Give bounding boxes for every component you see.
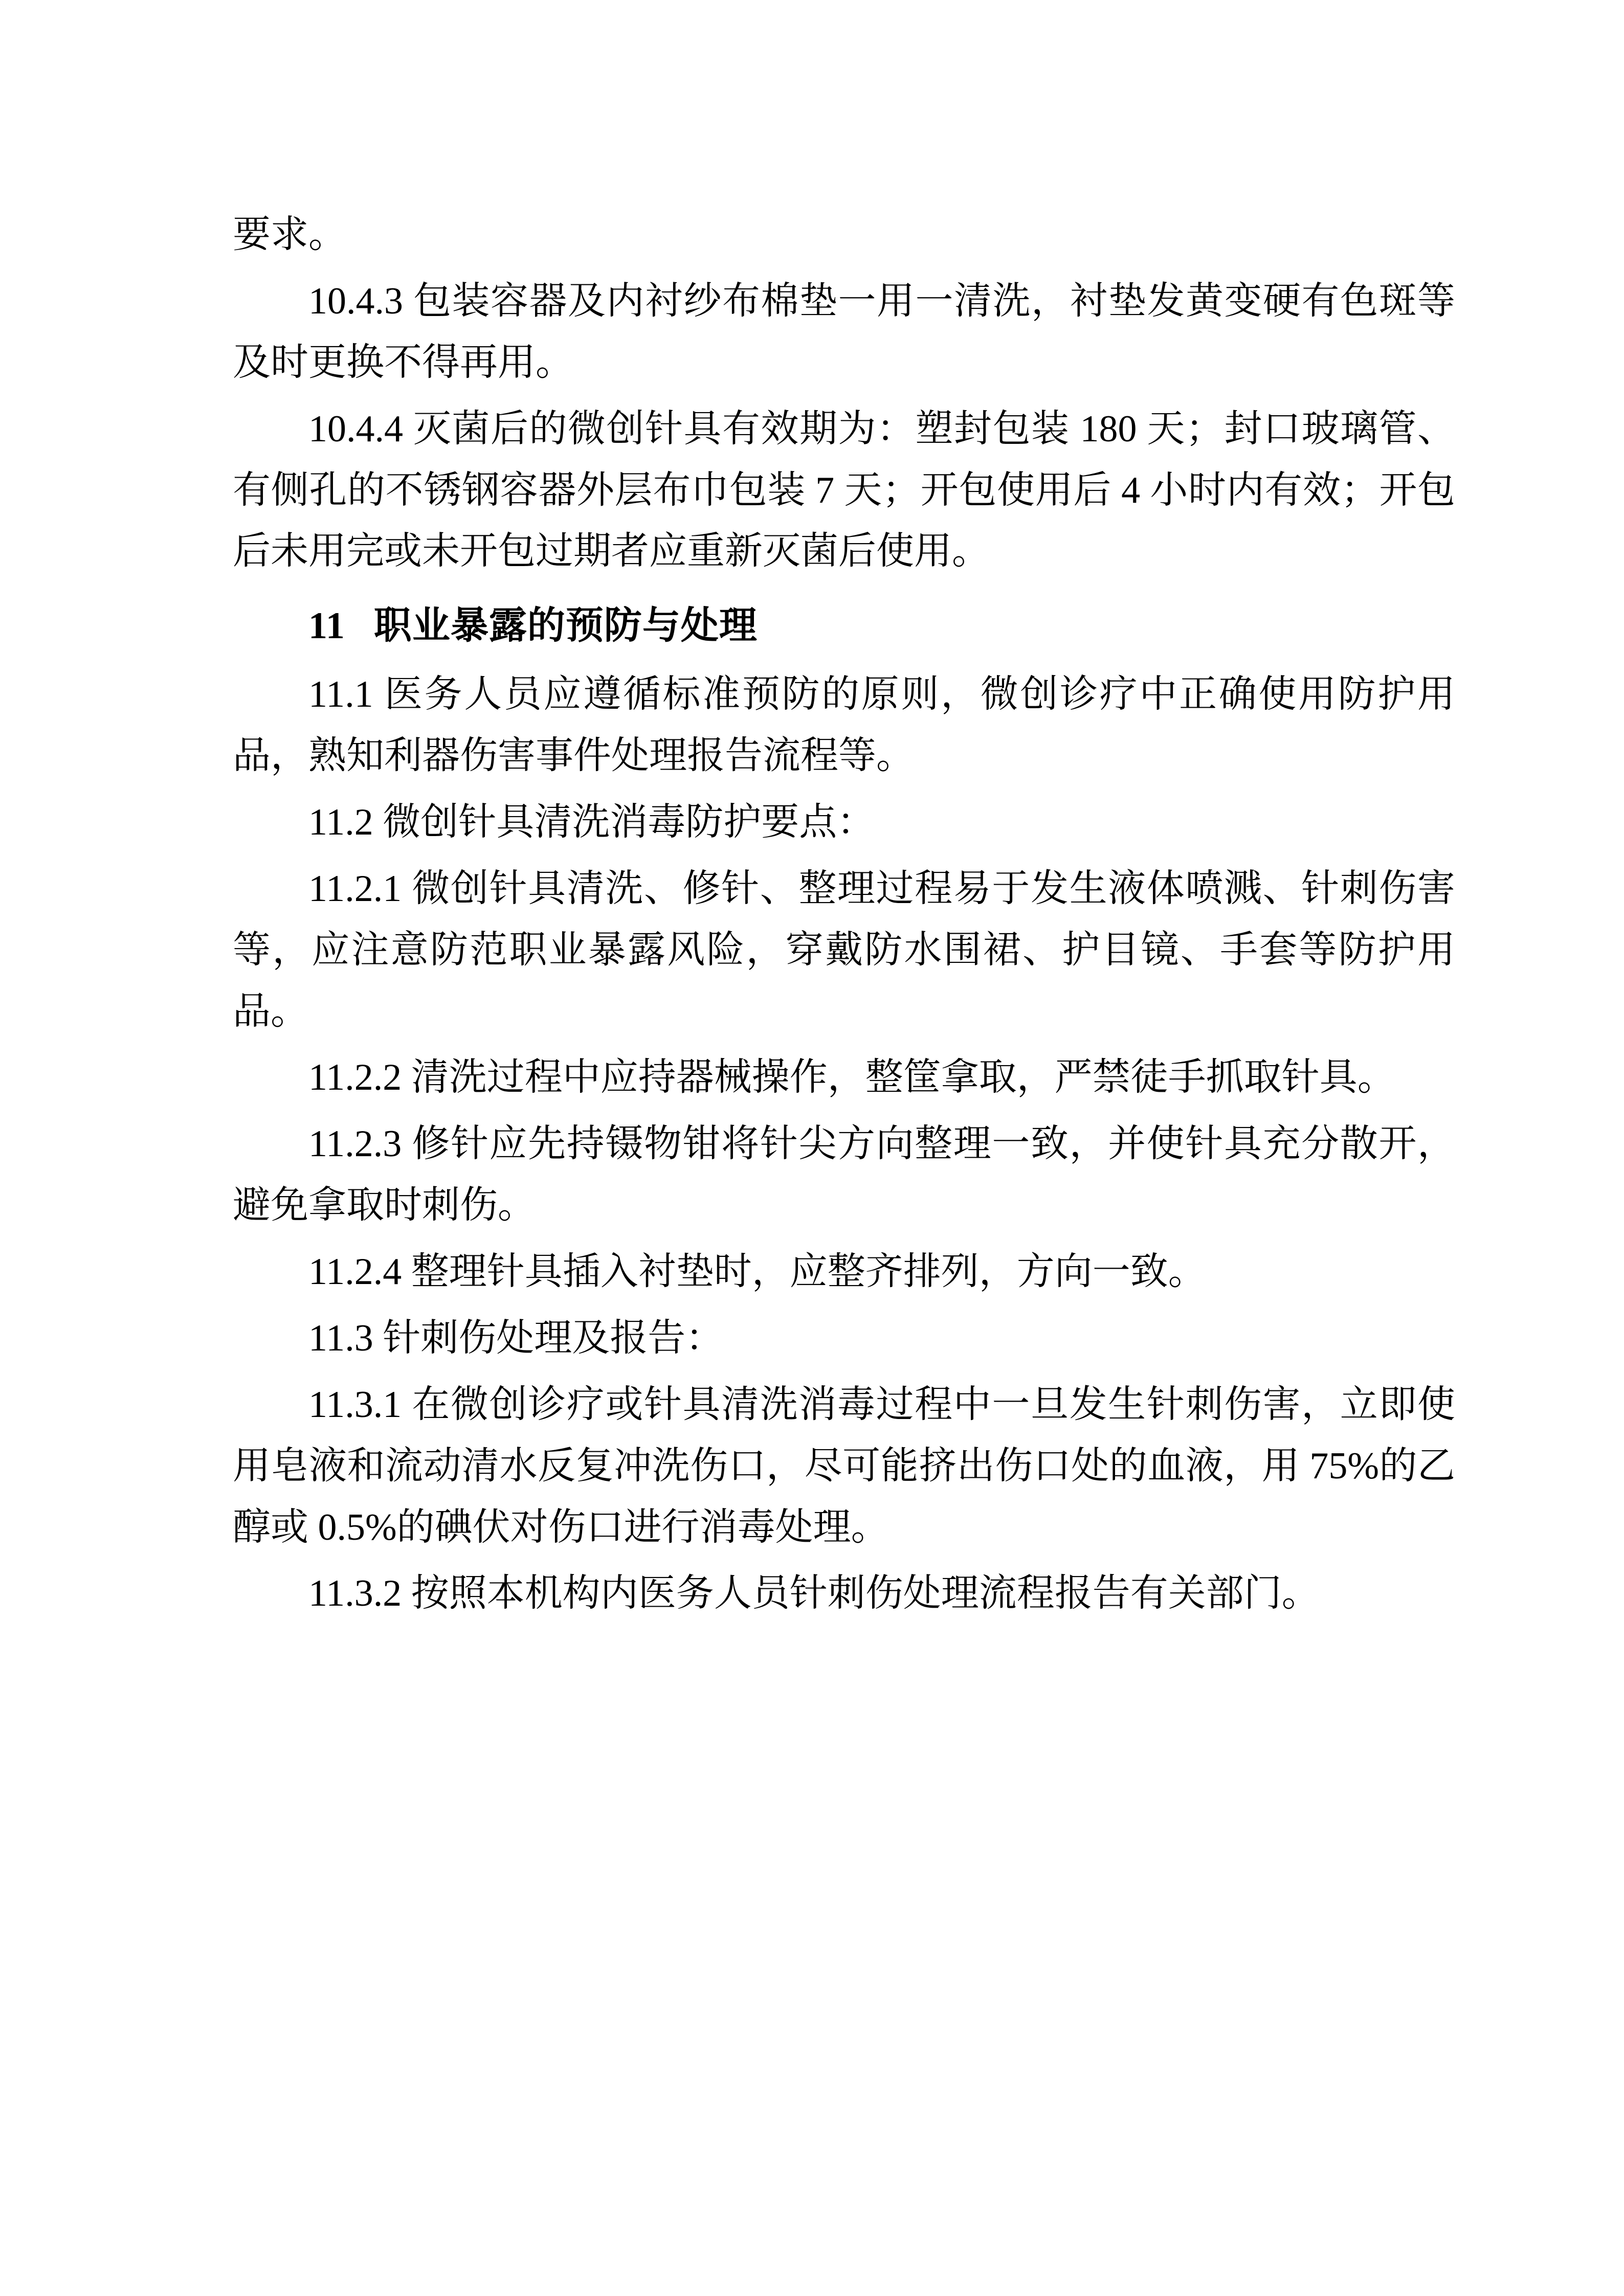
paragraph-requirement: 要求。	[233, 214, 346, 256]
paragraph-11-3-2: 11.3.2 按照本机构内医务人员针刺伤处理流程报告有关部门。	[308, 1572, 1320, 1615]
paragraph-10-4-4: 10.4.4 灭菌后的微创针具有效期为：塑封包装 180 天；封口玻璃管、有侧孔的不锈钢容器外层布巾包装 7 天；开包使用后 4 小时内有效；开包后未用完或未开包过期者应重新灭菌后使用。	[233, 408, 1455, 573]
paragraph-11-1: 11.1 医务人员应遵循标准预防的原则，微创诊疗中正确使用防护用品，熟知利器伤害事件处理报告流程等。	[233, 673, 1455, 777]
section-heading-11-title: 职业暴露的预防与处理	[373, 605, 758, 647]
paragraph-11-2-3: 11.2.3 修针应先持镊物钳将针尖方向整理一致，并使针具充分散开，避免拿取时刺伤。	[233, 1123, 1455, 1227]
section-heading-11-number: 11	[308, 605, 345, 647]
paragraph-11-2: 11.2 微创针具清洗消毒防护要点：	[308, 801, 875, 843]
paragraph-11-2-2: 11.2.2 清洗过程中应持器械操作，整筐拿取，严禁徒手抓取针具。	[308, 1056, 1395, 1099]
paragraph-11-3-1: 11.3.1 在微创诊疗或针具清洗消毒过程中一旦发生针刺伤害，立即使用皂液和流动清水反复冲洗伤口，尽可能挤出伤口处的血液，用 75%的乙醇或 0.5%的碘伏对伤口进行消毒处理。	[233, 1383, 1455, 1548]
section-heading-11	[233, 596, 1455, 657]
paragraph-11-2-1: 11.2.1 微创针具清洗、修针、整理过程易于发生液体喷溅、针刺伤害等，应注意防范职业暴露风险，穿戴防水围裙、护目镜、手套等防护用品。	[233, 867, 1455, 1032]
paragraph-10-4-3: 10.4.3 包装容器及内衬纱布棉垫一用一清洗，衬垫发黄变硬有色斑等及时更换不得再用。	[233, 280, 1455, 384]
document-body	[233, 205, 1455, 1625]
paragraph-11-2-4: 11.2.4 整理针具插入衬垫时，应整齐排列，方向一致。	[308, 1251, 1206, 1293]
paragraph-11-3: 11.3 针刺伤处理及报告：	[308, 1317, 724, 1359]
